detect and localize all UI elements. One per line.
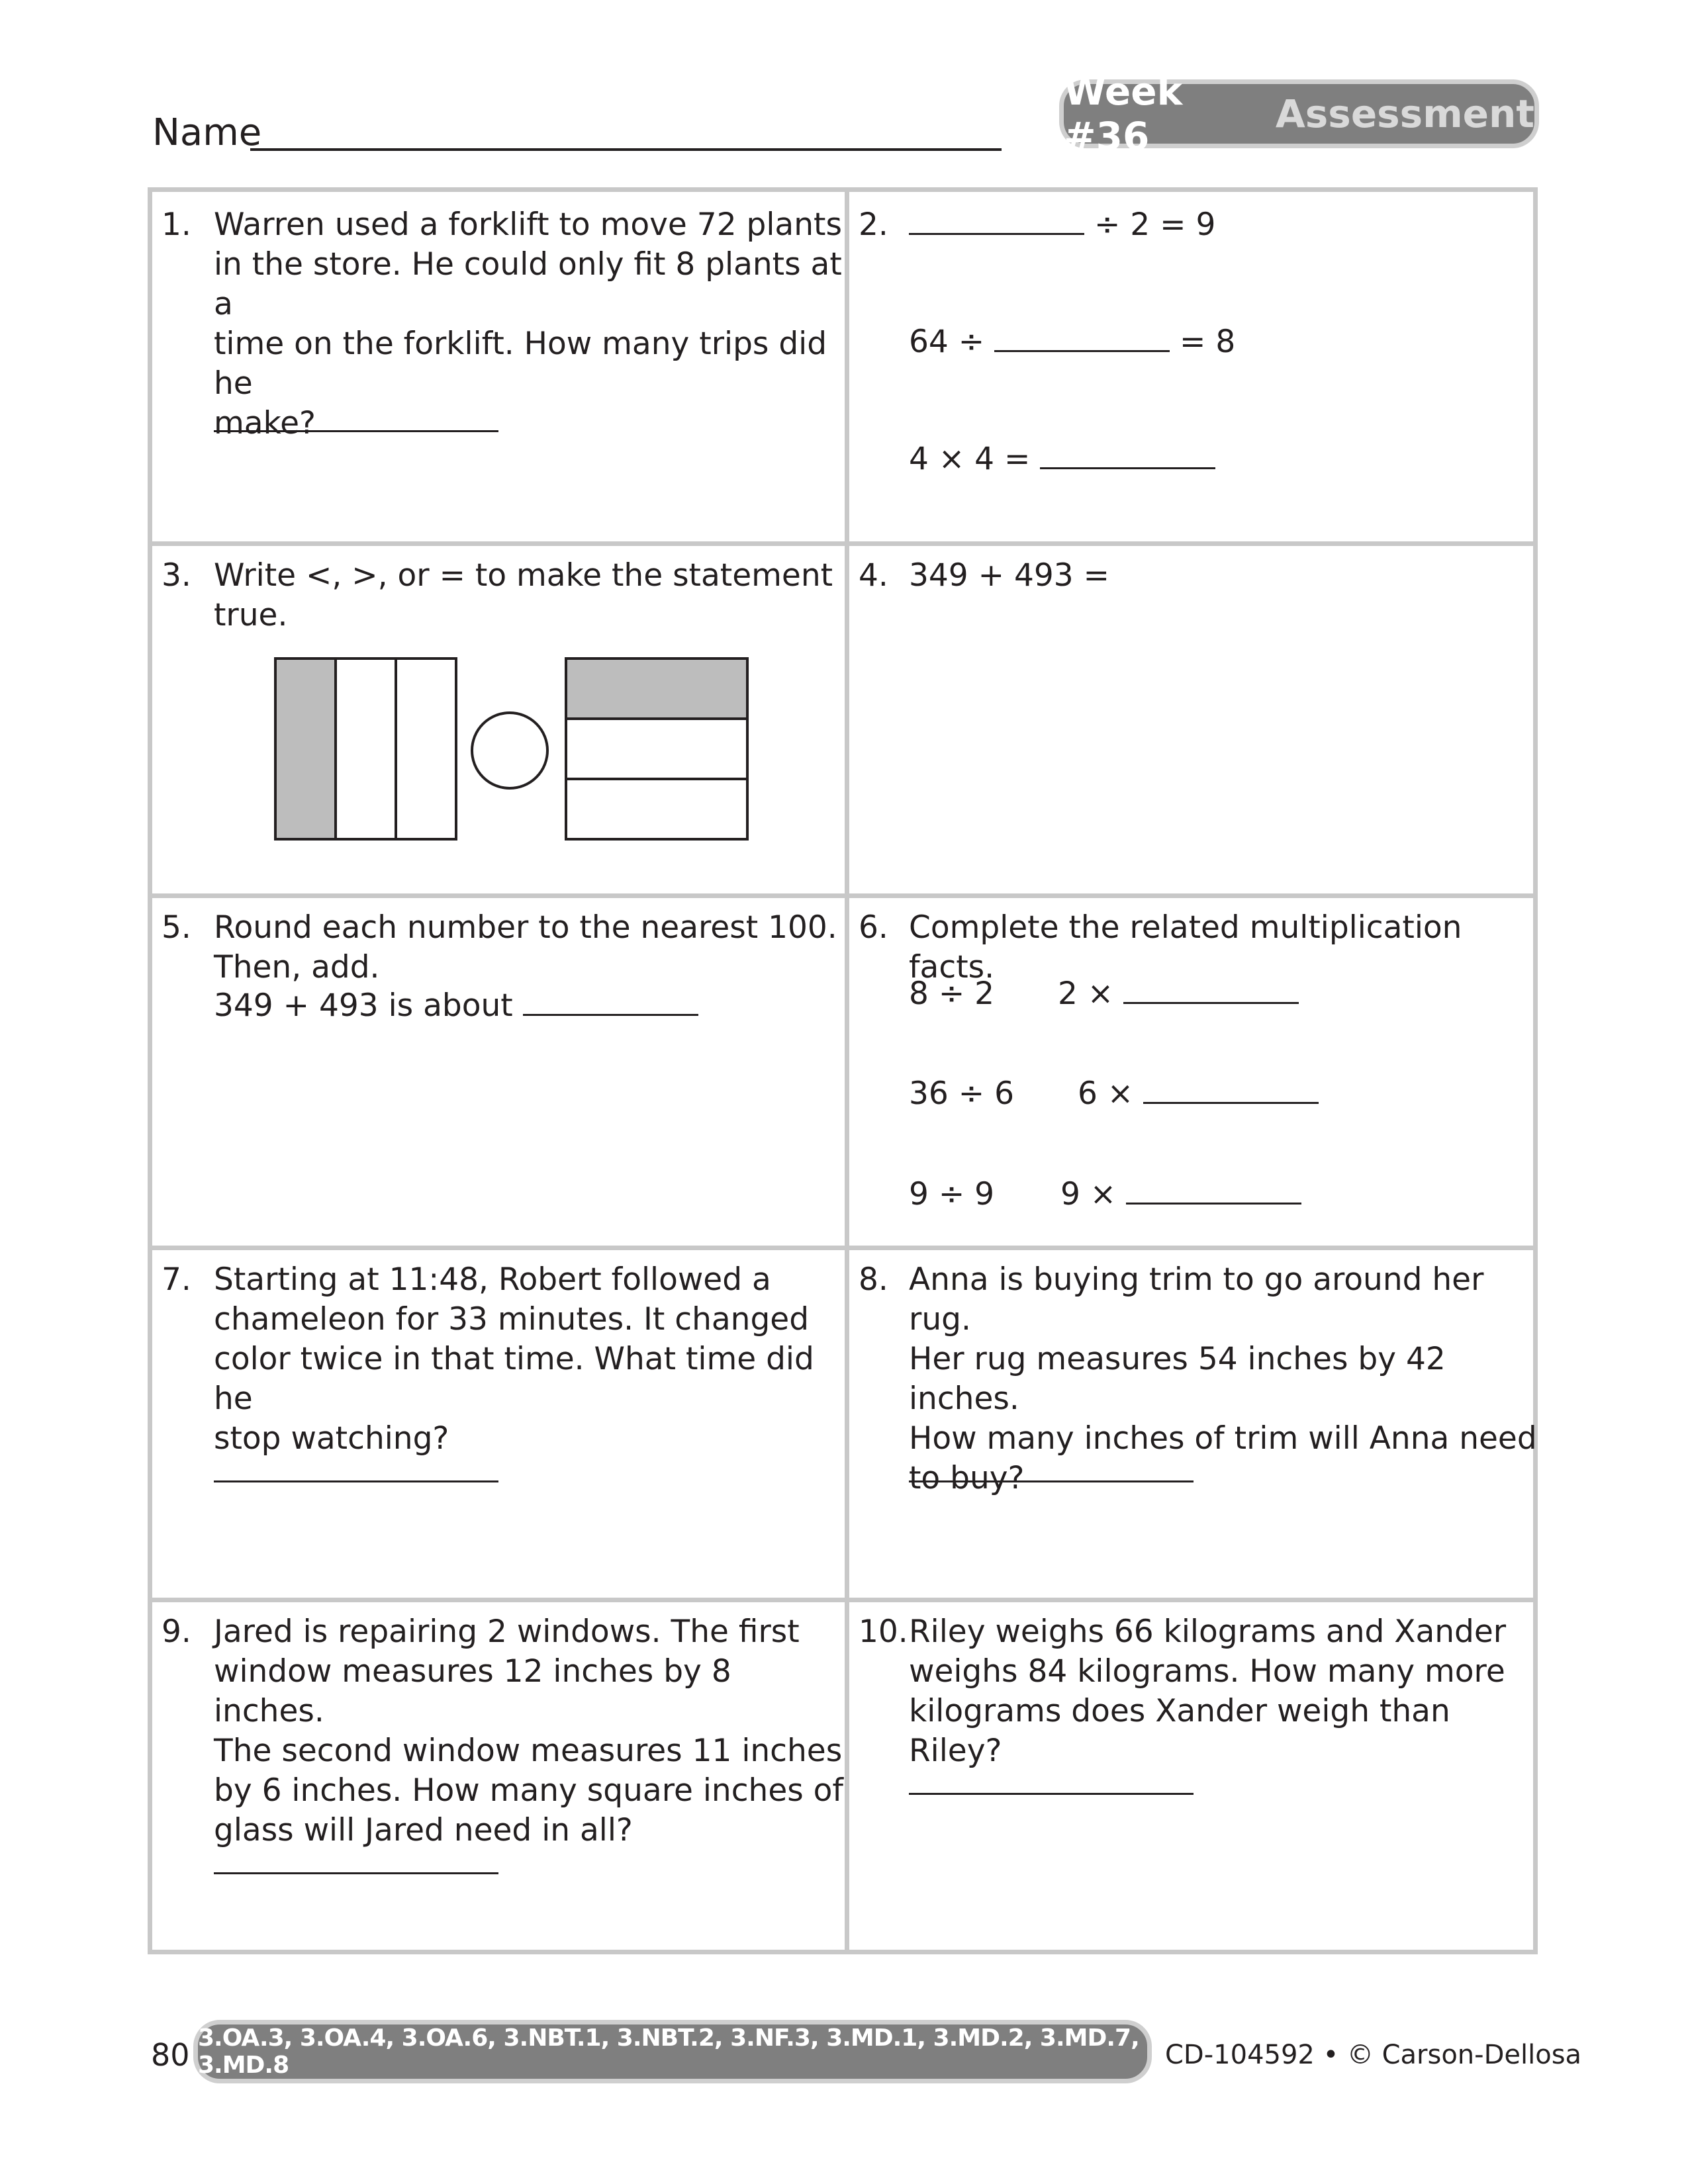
multiplication-fact: 6 ×: [1077, 1075, 1134, 1112]
equation-text: ÷ 2 = 9: [1094, 206, 1216, 243]
question-10: [849, 1602, 1538, 1950]
question-4: [849, 546, 1538, 893]
question-9: [152, 1602, 845, 1950]
grid-divider: [152, 893, 1533, 898]
assessment-grid: [148, 187, 1538, 1954]
shaded-part: [566, 659, 747, 719]
text-line: Warren used a forklift to move 72 plants: [214, 206, 842, 243]
question-3: [152, 546, 845, 893]
question-number: 3.: [162, 557, 191, 594]
question-text: 349 + 493 =: [909, 557, 1109, 594]
unshaded-part: [336, 659, 396, 839]
text-line: Round each number to the nearest 100.: [214, 909, 837, 946]
page-number: 80: [151, 2037, 190, 2073]
assessment-label: Assessment: [1275, 91, 1534, 136]
question-number: 5.: [162, 909, 191, 946]
question-number: 1.: [162, 206, 191, 243]
comparison-circle[interactable]: [472, 713, 547, 788]
equation-3: [909, 439, 1215, 479]
answer-line[interactable]: [909, 1793, 1194, 1795]
fact-row: [909, 1175, 1301, 1214]
division-fact: 9 ÷ 9: [909, 1176, 995, 1212]
text-line: to buy?: [909, 1460, 1025, 1496]
fact-row: [909, 974, 1299, 1014]
text-line: Riley weighs 66 kilograms and Xander: [909, 1614, 1507, 1650]
text-line: chameleon for 33 minutes. It changed: [214, 1301, 810, 1338]
text-line: Her rug measures 54 inches by 42 inches.: [909, 1341, 1446, 1417]
answer-blank[interactable]: [1143, 1074, 1319, 1104]
text-line: make?: [214, 405, 316, 441]
text-line: stop watching?: [214, 1420, 449, 1457]
grid-divider: [152, 541, 1533, 546]
fraction-model-right: [566, 659, 747, 839]
question-1: [152, 192, 845, 541]
equation-1: [909, 205, 1215, 245]
question-6: [849, 898, 1538, 1246]
text-line: Then, add.: [214, 949, 380, 985]
division-fact: 8 ÷ 2: [909, 976, 995, 1012]
question-text: [214, 1260, 845, 1459]
unshaded-part: [396, 659, 456, 839]
text-line: weighs 84 kilograms. How many more: [909, 1653, 1505, 1690]
fraction-model-left: [275, 659, 456, 839]
text-line: kilograms does Xander weigh than Riley?: [909, 1693, 1450, 1769]
equation-2: [909, 322, 1235, 362]
equation-text: 4 × 4 =: [909, 441, 1031, 477]
multiplication-fact: 2 ×: [1057, 976, 1114, 1012]
question-8: [849, 1250, 1538, 1598]
text-line: true.: [214, 597, 288, 633]
shaded-part: [275, 659, 336, 839]
grid-divider: [152, 1246, 1533, 1250]
answer-blank[interactable]: [909, 205, 1084, 235]
answer-blank[interactable]: [1123, 974, 1299, 1004]
answer-blank[interactable]: [1040, 439, 1215, 469]
text-line: color twice in that time. What time did he: [214, 1341, 814, 1417]
week-badge: [1059, 69, 1539, 159]
grid-divider: [152, 1598, 1533, 1602]
answer-line[interactable]: [214, 1480, 498, 1482]
question-number: 8.: [859, 1261, 888, 1298]
name-field[interactable]: [250, 148, 1002, 151]
question-text: [214, 908, 837, 987]
equation-text: = 8: [1180, 324, 1236, 360]
multiplication-fact: 9 ×: [1060, 1176, 1117, 1212]
question-7: [152, 1250, 845, 1598]
text-line: Starting at 11:48, Robert followed a: [214, 1261, 771, 1298]
estimate-row: [214, 986, 698, 1026]
unshaded-part: [566, 719, 747, 779]
question-number: 4.: [859, 557, 888, 594]
estimate-text: 349 + 493 is about: [214, 987, 513, 1024]
question-number: 10.: [859, 1614, 908, 1650]
answer-line[interactable]: [214, 1872, 498, 1874]
question-number: 7.: [162, 1261, 191, 1298]
text-line: The second window measures 11 inches: [214, 1733, 843, 1769]
question-number: 9.: [162, 1614, 191, 1650]
division-fact: 36 ÷ 6: [909, 1075, 1014, 1112]
fact-row: [909, 1074, 1319, 1114]
answer-line[interactable]: [214, 430, 498, 432]
text-line: Anna is buying trim to go around her rug.: [909, 1261, 1484, 1338]
unshaded-part: [566, 779, 747, 839]
name-label: Name: [152, 111, 262, 154]
question-text: [214, 205, 845, 443]
text-line: window measures 12 inches by 8 inches.: [214, 1653, 731, 1729]
question-text: [909, 1260, 1538, 1498]
grid-divider-vertical: [845, 192, 849, 1950]
equation-text: 64 ÷: [909, 324, 985, 360]
text-line: in the store. He could only fit 8 plants at a: [214, 246, 842, 322]
question-number: 6.: [859, 909, 888, 946]
question-text: Complete the related multiplication facts.: [909, 909, 1462, 985]
text-line: Jared is repairing 2 windows. The first: [214, 1614, 800, 1650]
text-line: Write <, >, or = to make the statement: [214, 557, 833, 594]
answer-blank[interactable]: [523, 986, 698, 1016]
copyright: CD-104592 • © Carson-Dellosa: [1165, 2040, 1582, 2070]
answer-blank[interactable]: [1126, 1175, 1301, 1205]
standards-badge: 3.OA.3, 3.OA.4, 3.OA.6, 3.NBT.1, 3.NBT.2, 3.NF.3, 3.MD.1, 3.MD.2, 3.MD.7, 3.MD.8: [193, 2020, 1152, 2083]
question-5: [152, 898, 845, 1246]
question-text: [214, 1612, 845, 1850]
text-line: How many inches of trim will Anna need: [909, 1420, 1537, 1457]
question-number: 2.: [859, 206, 888, 243]
week-label: Week #36: [1064, 69, 1183, 159]
text-line: time on the forklift. How many trips did he: [214, 326, 827, 402]
text-line: by 6 inches. How many square inches of: [214, 1772, 843, 1809]
question-text: [909, 1612, 1538, 1771]
text-line: glass will Jared need in all?: [214, 1812, 633, 1848]
question-2: [849, 192, 1538, 541]
answer-line[interactable]: [909, 1480, 1194, 1482]
answer-blank[interactable]: [994, 322, 1170, 352]
fraction-comparison: [152, 546, 845, 893]
